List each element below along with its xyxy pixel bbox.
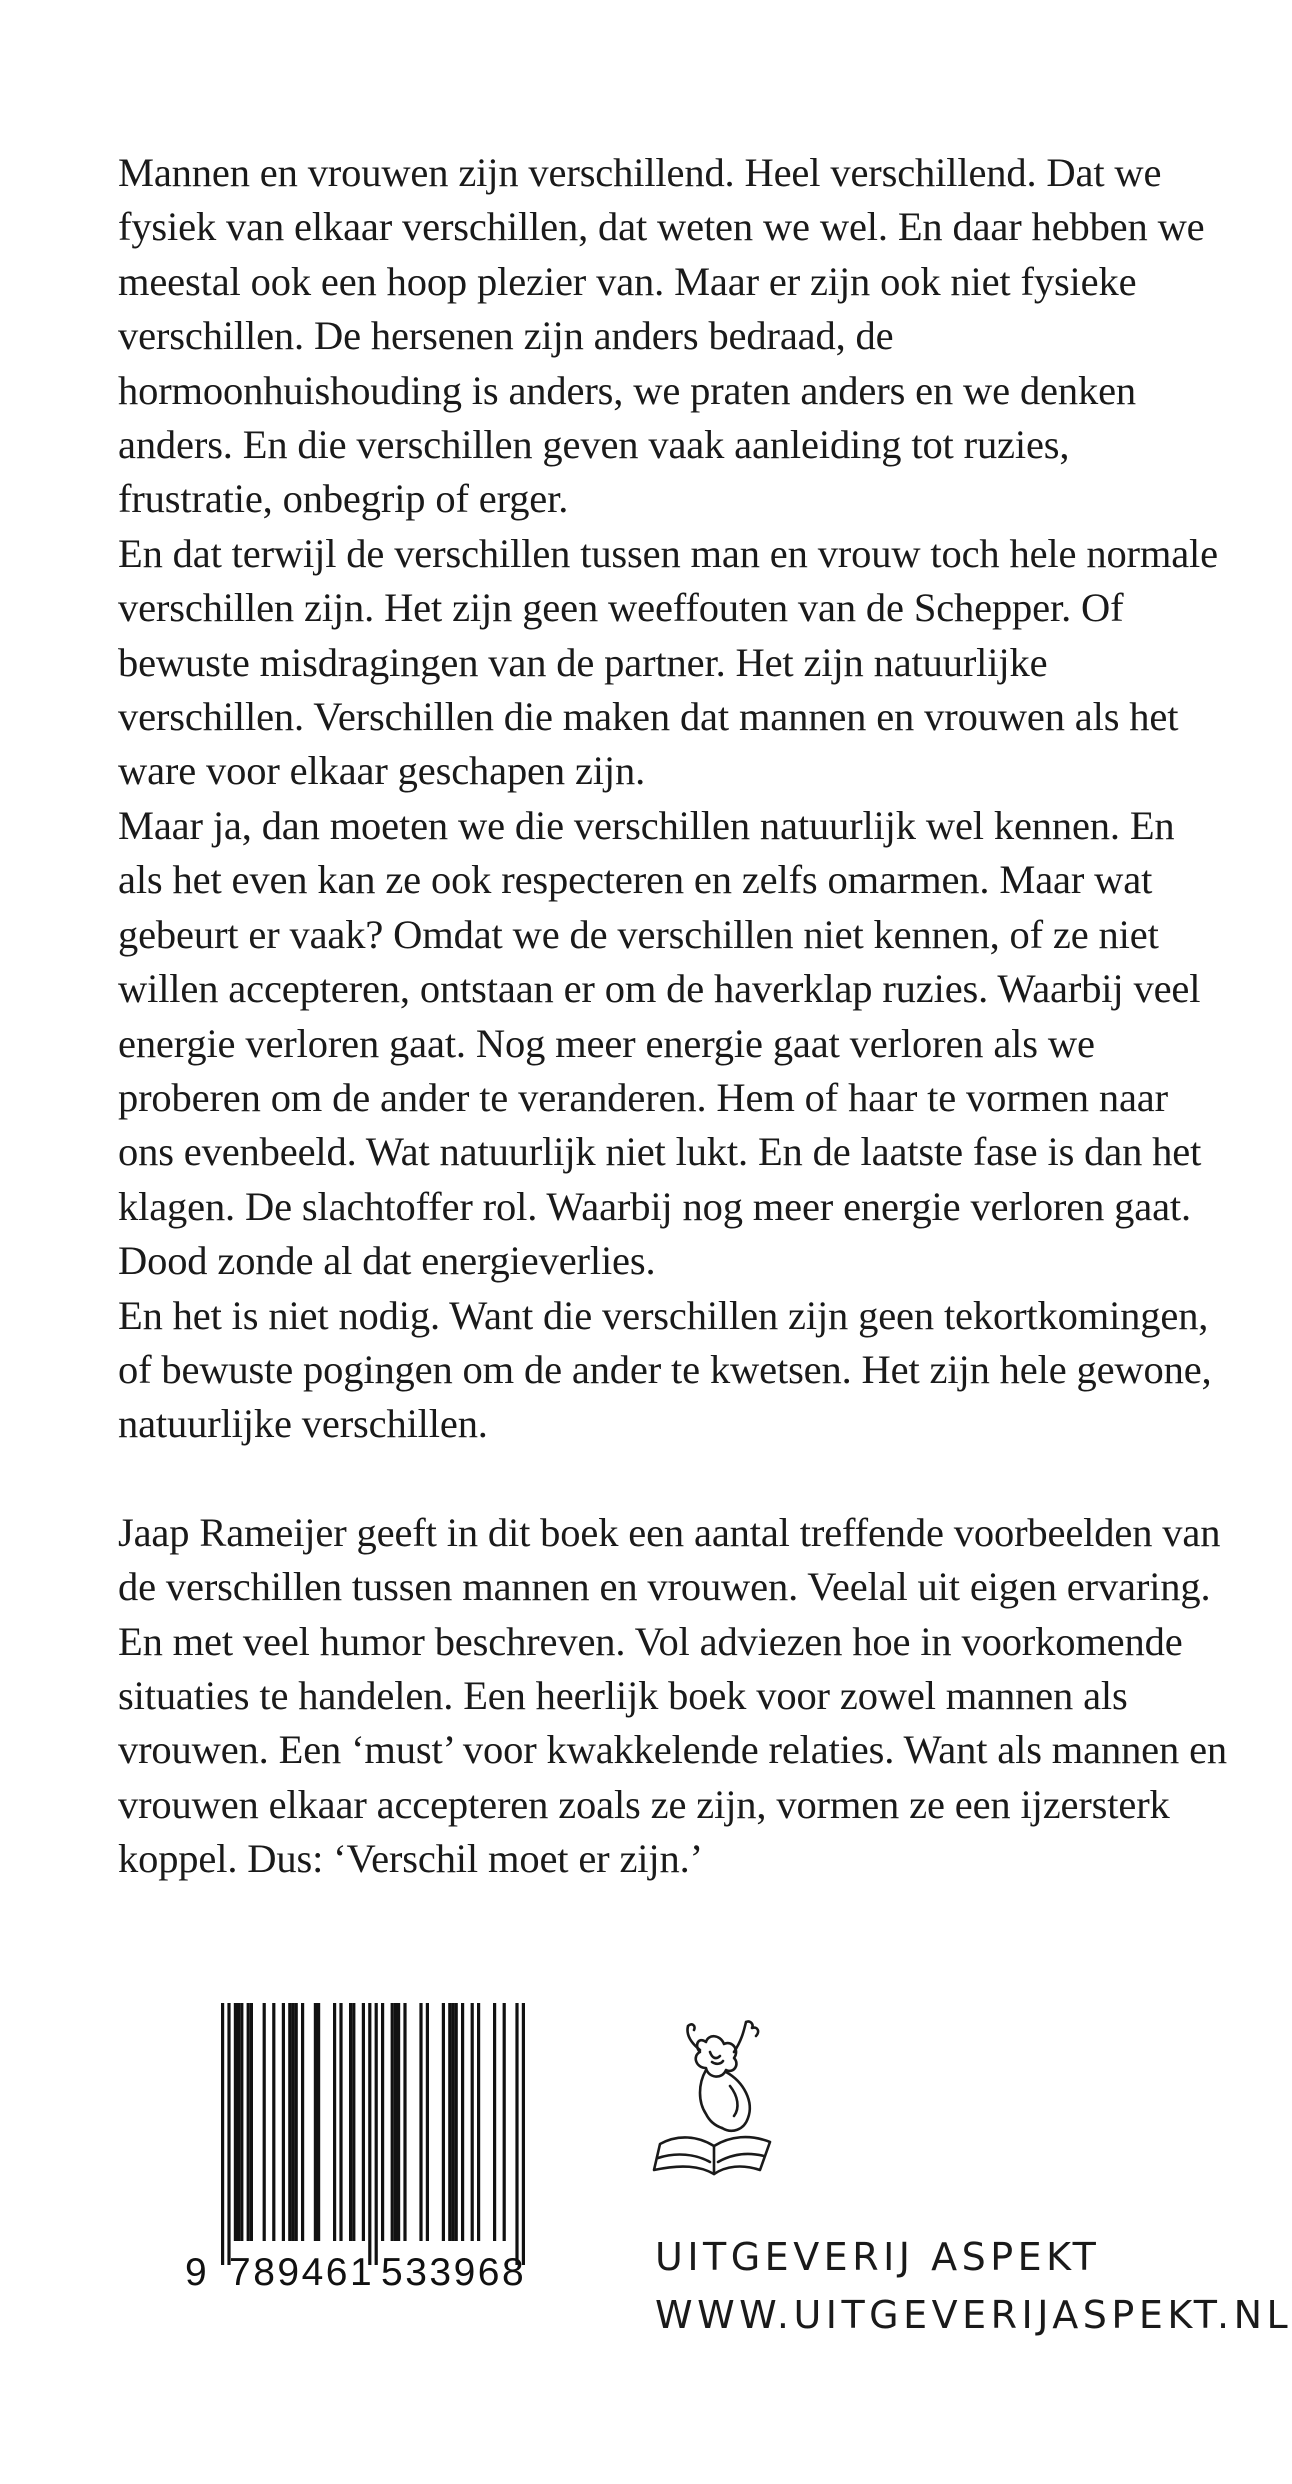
barcode-bar [493,2003,496,2241]
barcode-digits [185,2251,555,2295]
publisher-name: UITGEVERIJ ASPEKT [655,2235,1101,2279]
barcode-bars [221,2003,541,2293]
barcode-bar [352,2003,355,2241]
barcode-bar [448,2003,451,2241]
barcode-bar [419,2003,422,2241]
barcode-bar [333,2003,336,2241]
barcode-guard-bar [522,2003,525,2265]
blurb-paragraph-3: Maar ja, dan moeten we die verschillen natuurlijk wel kennen. En als het even kan ze ook respecteren en zelfs omarmen. Maar wat gebeurt er vaak? Omdat we de verschillen niet kennen, of ze niet willen accepteren, ontstaan er om de haverklap ruzies. Waarbij veel energie verloren gaat. Nog meer energie gaat verloren als we proberen om de ander te veranderen. Hem of haar te vormen naar ons evenbeeld. Wat natuurlijk niet lukt. En de laatste fase is dan het klagen. De slachtoffer rol. Waarbij nog meer energie verloren gaat. Dood zonde al dat energieverlies. [118,802,1202,1284]
barcode-bar [240,2003,243,2241]
barcode-bar [247,2003,250,2241]
barcode-right-group: 533968 [381,2251,527,2294]
barcode-bar [234,2003,237,2241]
barcode-bar [263,2003,266,2241]
barcode-bar [426,2003,429,2241]
barcode-left-group: 789461 [229,2251,375,2294]
blurb-paragraph-4: En het is niet nodig. Want die verschillen zijn geen tekortkomingen, of bewuste pogingen om de ander te kwetsen. Het zijn hele gewone, natuurlijke verschillen. [118,1292,1212,1447]
barcode-bar [461,2003,464,2241]
barcode-bar [301,2003,304,2241]
barcode-bar [391,2003,394,2241]
barcode-bar [403,2003,406,2241]
isbn-barcode [185,2003,560,2303]
barcode-bar [394,2003,397,2241]
publisher-block [655,2228,1292,2344]
barcode-bar [314,2003,317,2241]
barcode-bar [442,2003,445,2241]
blurb-paragraph-1: Mannen en vrouwen zijn verschillend. Heel verschillend. Dat we fysiek van elkaar verschillen, dat weten we wel. En daar hebben we meestal ook een hoop plezier van. Maar er zijn ook niet fysieke verschillen. De hersenen zijn anders bedraad, de hormoonhuishouding is anders, we praten anders en we denken anders. En die verschillen geven vaak aanleiding tot ruzies, frustratie, onbegrip of erger. [118,150,1205,522]
publisher-website: WWW.UITGEVERIJASPEKT.NL [655,2293,1292,2337]
barcode-bar [295,2003,298,2241]
back-cover-blurb [118,146,1228,1887]
blurb-paragraph-5: Jaap Rameijer geeft in dit boek een aantal treffende voorbeelden van de verschillen tussen mannen en vrouwen. Veelal uit eigen ervaring. En met veel humor beschreven. Vol adviezen hoe in voorkomende situaties te handelen. Een heerlijk boek voor zowel mannen als vrouwen. Een ‘must’ voor kwakkelende relaties. Want als mannen en vrouwen elkaar accepteren zoals ze zijn, vormen ze een ijzersterk koppel. Dus: ‘Verschil moet er zijn.’ [118,1509,1228,1882]
barcode-bar [282,2003,285,2241]
barcode-guard-bar [227,2003,230,2265]
barcode-bar [317,2003,320,2241]
barcode-bar [381,2003,384,2241]
barcode-bar [503,2003,506,2241]
reading-figure-with-book-icon [648,2012,798,2182]
barcode-bar [237,2003,240,2241]
barcode-bar [451,2003,454,2241]
barcode-bar [349,2003,352,2241]
barcode-bar [455,2003,458,2241]
barcode-bar [471,2003,474,2241]
barcode-bar [397,2003,400,2241]
barcode-guard-bar [515,2003,518,2265]
barcode-bar [362,2003,365,2241]
blurb-paragraph-2: En dat terwijl de verschillen tussen man en vrouw toch hele normale verschillen zijn. Het zijn geen weeffouten van de Schepper. Of bewuste misdragingen van de partner. Het zijn natuurlijke verschillen. Verschillen die maken dat mannen en vrouwen als het ware voor elkaar geschapen zijn. [118,530,1218,794]
barcode-lead-digit: 9 [185,2251,207,2294]
paragraph-spacer [118,1452,1228,1506]
barcode-bar [288,2003,291,2241]
barcode-bar [291,2003,294,2241]
barcode-bar [272,2003,275,2241]
barcode-guard-bar [368,2003,371,2265]
barcode-guard-bar [375,2003,378,2265]
barcode-bar [250,2003,253,2241]
barcode-bar [477,2003,480,2241]
barcode-bar [339,2003,342,2241]
barcode-guard-bar [221,2003,224,2265]
